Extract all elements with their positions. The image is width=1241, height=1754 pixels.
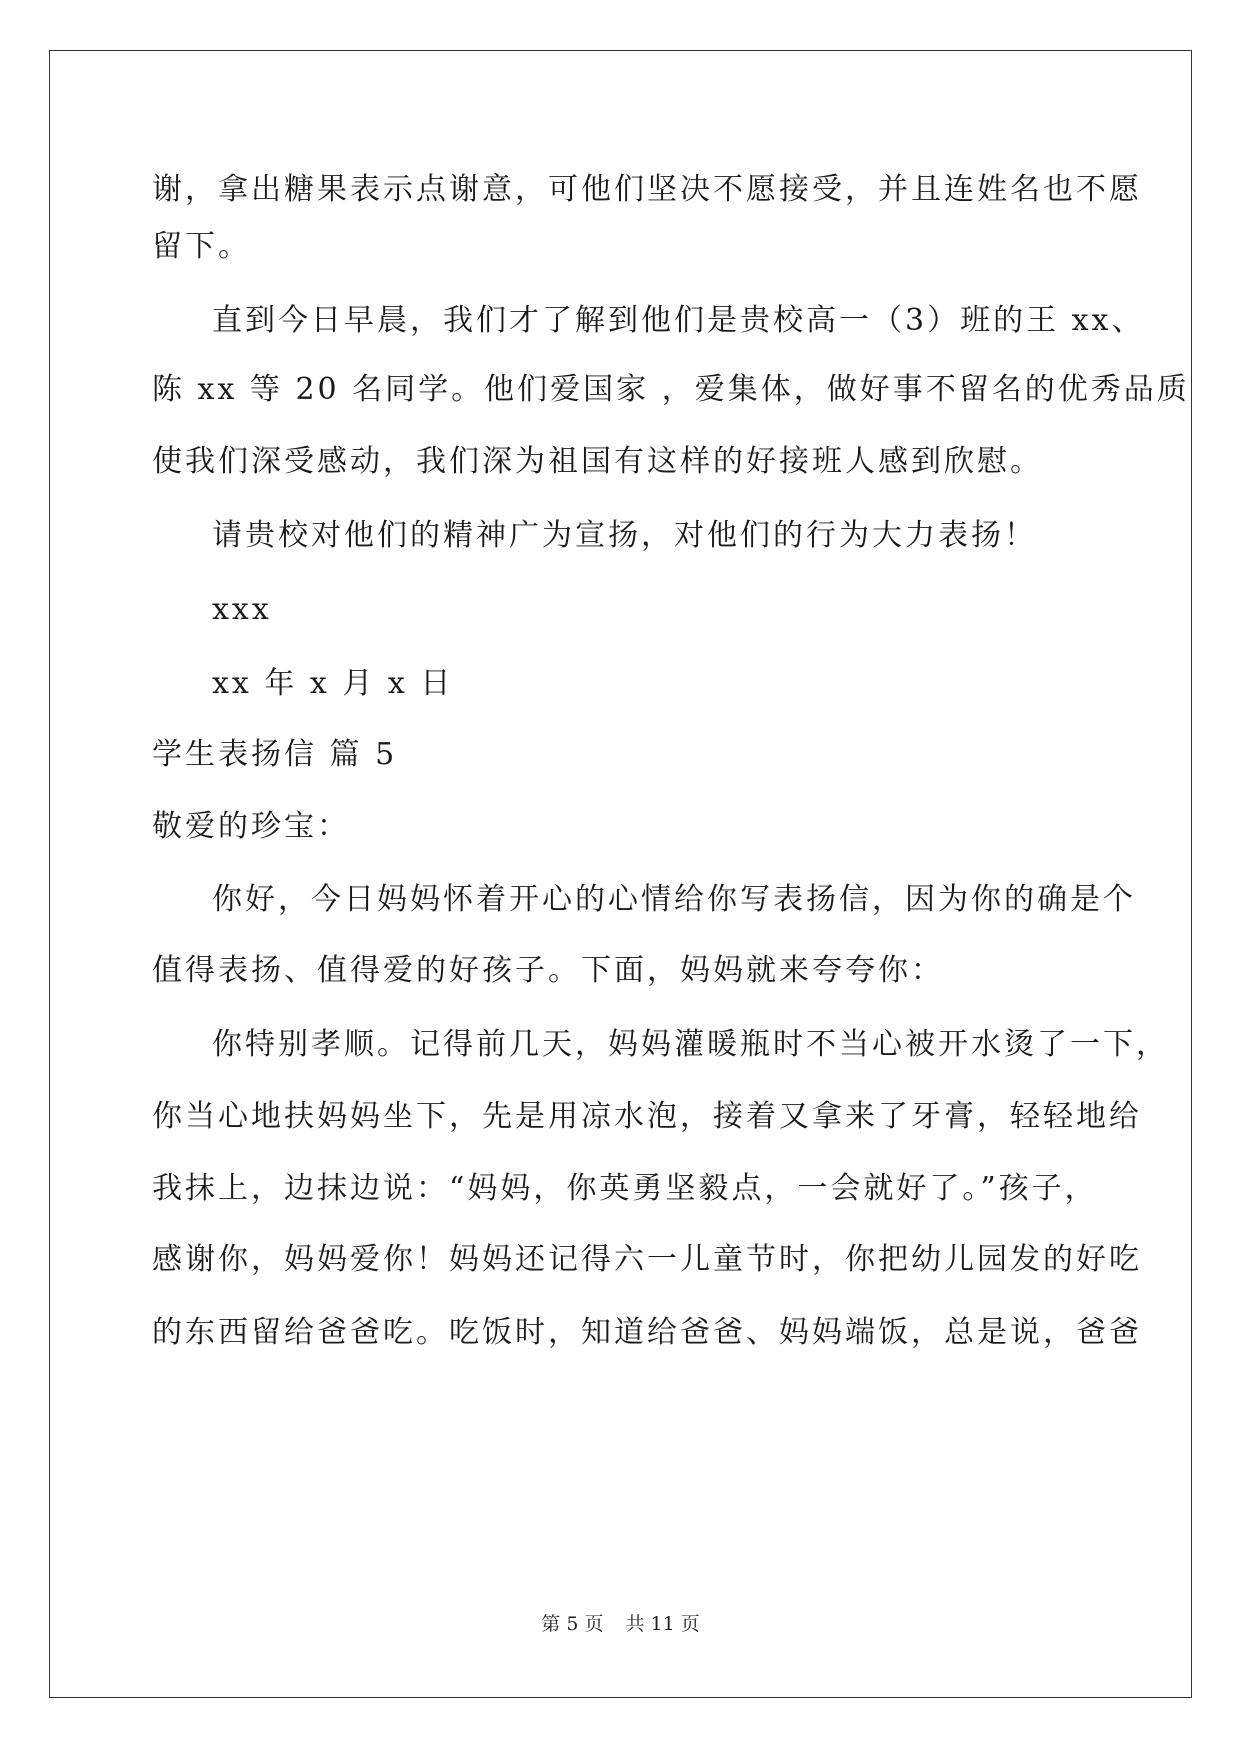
body-line-6: 请贵校对他们的精神广为宣扬，对他们的行为大力表扬！ bbox=[212, 518, 1037, 553]
body-line-5: 使我们深受感动，我们深为祖国有这样的好接班人感到欣慰。 bbox=[152, 444, 1043, 479]
letter-date: xx 年 x 月 x 日 bbox=[212, 666, 454, 701]
body-line-13: 的东西留给爸爸吃。吃饭时，知道给爸爸、妈妈端饭，总是说，爸爸 bbox=[152, 1315, 1142, 1350]
page-total: 共 11 页 bbox=[625, 1613, 700, 1635]
body-line-7: 你好，今日妈妈怀着开心的心情给你写表扬信，因为你的确是个 bbox=[212, 882, 1136, 917]
sender-name: xxx bbox=[212, 592, 272, 627]
page-border bbox=[49, 50, 1192, 1698]
body-line-11: 我抹上，边抹边说：“妈妈，你英勇坚毅点，一会就好了。”孩子， bbox=[152, 1171, 1098, 1206]
body-line-3: 直到今日早晨，我们才了解到他们是贵校高一（3）班的王 xx、 bbox=[212, 303, 1145, 338]
body-line-10: 你当心地扶妈妈坐下，先是用凉水泡，接着又拿来了牙膏，轻轻地给 bbox=[152, 1099, 1142, 1134]
salutation: 敬爱的珍宝： bbox=[152, 809, 350, 844]
body-line-1: 谢，拿出糖果表示点谢意，可他们坚决不愿接受，并且连姓名也不愿 bbox=[152, 172, 1142, 207]
body-line-12: 感谢你，妈妈爱你！妈妈还记得六一儿童节时，你把幼儿园发的好吃 bbox=[152, 1242, 1142, 1277]
page-number: 第 5 页 bbox=[541, 1613, 604, 1635]
section-heading: 学生表扬信 篇 5 bbox=[152, 737, 398, 772]
page-footer bbox=[0, 1612, 1241, 1636]
body-line-2: 留下。 bbox=[152, 229, 251, 264]
body-line-4: 陈 xx 等 20 名同学。他们爱国家 ，爱集体，做好事不留名的优秀品质 bbox=[152, 372, 1190, 407]
body-line-8: 值得表扬、值得爱的好孩子。下面，妈妈就来夸夸你： bbox=[152, 953, 944, 988]
body-line-9: 你特别孝顺。记得前几天，妈妈灌暖瓶时不当心被开水烫了一下， bbox=[212, 1027, 1169, 1062]
